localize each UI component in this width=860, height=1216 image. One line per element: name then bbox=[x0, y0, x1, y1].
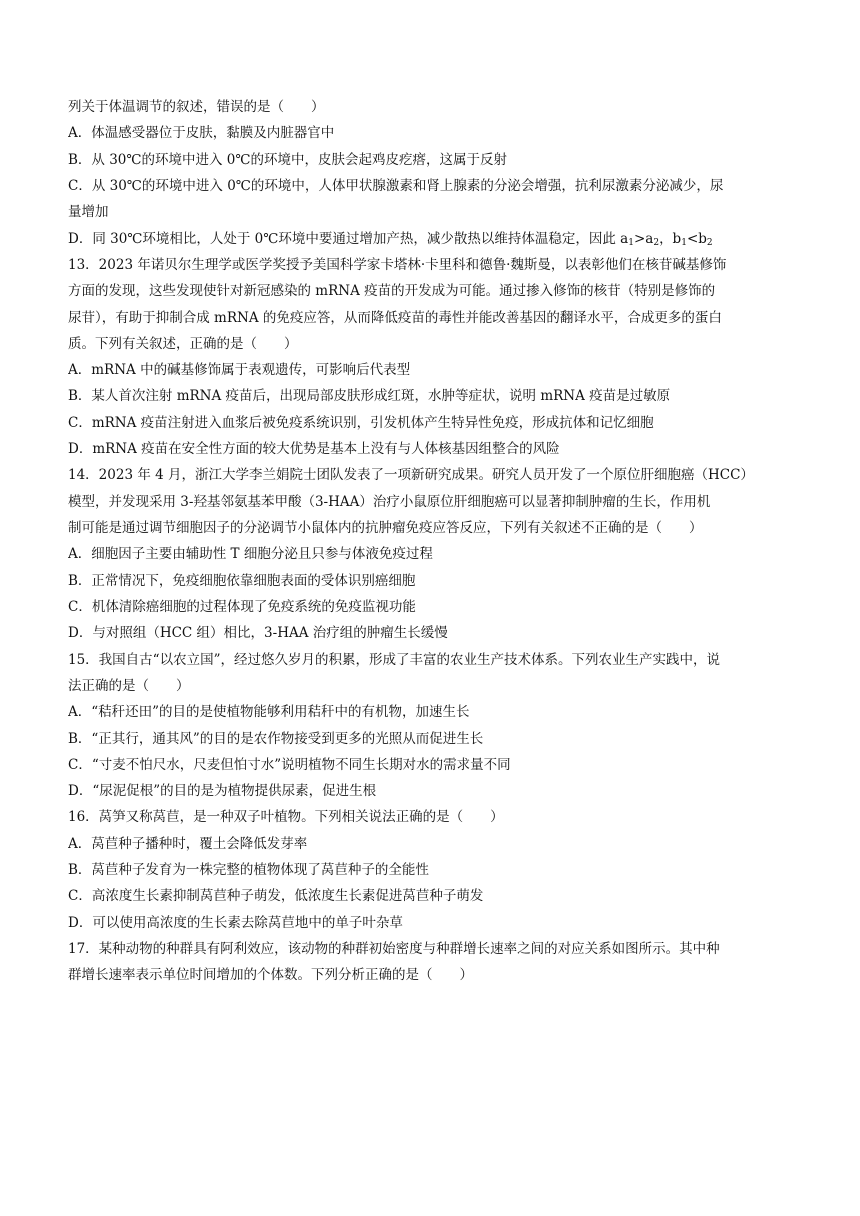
q12-option-a: A．体温感受器位于皮肤，黏膜及内脏器官中 bbox=[68, 125, 335, 141]
q14-option-d: D．与对照组（HCC 组）相比，3-HAA 治疗组的肿瘤生长缓慢 bbox=[68, 625, 448, 641]
q17-stem-line: 17．某种动物的种群具有阿利效应，该动物的种群初始密度与种群增长速率之间的对应关系如图所示。其中种 bbox=[68, 941, 720, 957]
q14-option-a: A．细胞因子主要由辅助性 T 细胞分泌且只参与体液免疫过程 bbox=[68, 546, 433, 562]
q14-stem-line: 14．2023 年 4 月，浙江大学李兰娟院士团队发表了一项新研究成果。研究人员开发了一个原位肝细胞癌（HCC） bbox=[68, 467, 754, 483]
subscript: 1 bbox=[628, 238, 634, 248]
q13-stem-line: 尿苷），有助于抑制合成 mRNA 的免疫应答，从而降低疫苗的毒性并能改善基因的翻译水平，合成更多的蛋白 bbox=[68, 310, 722, 326]
q12-option-d-text: D．同 30℃环境相比，人处于 0℃环境中要通过增加产热，减少散热以维持体温稳定，因此 a bbox=[68, 231, 629, 247]
q15-option-c: C．“寸麦不怕尺水，尺麦但怕寸水”说明植物不同生长期对水的需求量不同 bbox=[68, 757, 511, 773]
q14-option-c: C．机体清除癌细胞的过程体现了免疫系统的免疫监视功能 bbox=[68, 599, 416, 615]
q15-option-d: D．“尿泥促根”的目的是为植物提供尿素，促进生根 bbox=[68, 783, 377, 799]
q16-option-b: B．莴苣种子发育为一株完整的植物体现了莴苣种子的全能性 bbox=[68, 862, 429, 878]
q15-stem-line: 法正确的是（ ） bbox=[68, 678, 190, 694]
q13-option-a: A．mRNA 中的碱基修饰属于表观遗传，可影响后代表型 bbox=[68, 362, 411, 378]
q15-option-b: B．“正其行，通其风”的目的是农作物接受到更多的光照从而促进生长 bbox=[68, 731, 484, 747]
q12-option-d-text: <b bbox=[686, 231, 707, 247]
q13-stem-line: 质。下列有关叙述，正确的是（ ） bbox=[68, 336, 298, 352]
q12-option-d-text: >a bbox=[633, 231, 654, 247]
q14-stem-line: 模型，并发现采用 3-羟基邻氨基苯甲酸（3-HAA）治疗小鼠原位肝细胞癌可以显著抑制肿瘤的生长，作用机 bbox=[68, 494, 711, 510]
q12-stem-line: 列关于体温调节的叙述，错误的是（ ） bbox=[68, 99, 325, 115]
subscript: 1 bbox=[681, 238, 687, 248]
q12-option-d-text: ，b bbox=[659, 231, 682, 247]
q12-option-c-line2: 量增加 bbox=[68, 204, 109, 220]
q16-option-d: D．可以使用高浓度的生长素去除莴苣地中的单子叶杂草 bbox=[68, 915, 403, 931]
q12-option-b: B．从 30℃的环境中进入 0℃的环境中，皮肤会起鸡皮疙瘩，这属于反射 bbox=[68, 152, 507, 168]
q16-option-c: C．高浓度生长素抑制莴苣种子萌发，低浓度生长素促进莴苣种子萌发 bbox=[68, 888, 484, 904]
q14-stem-line: 制可能是通过调节细胞因子的分泌调节小鼠体内的抗肿瘤免疫应答反应，下列有关叙述不正确的是（ ） bbox=[68, 520, 703, 536]
subscript: 2 bbox=[706, 238, 713, 248]
q12-option-c-line1: C．从 30℃的环境中进入 0℃的环境中，人体甲状腺激素和肾上腺素的分泌会增强，抗利尿激素分泌减少，尿 bbox=[68, 178, 724, 194]
q14-option-b: B．正常情况下，免疫细胞依靠细胞表面的受体识别癌细胞 bbox=[68, 573, 416, 589]
q13-option-c: C．mRNA 疫苗注射进入血浆后被免疫系统识别，引发机体产生特异性免疫，形成抗体和记忆细胞 bbox=[68, 415, 654, 431]
q16-option-a: A．莴苣种子播种时，覆土会降低发芽率 bbox=[68, 836, 308, 852]
q17-stem-line: 群增长速率表示单位时间增加的个体数。下列分析正确的是（ ） bbox=[68, 967, 473, 983]
q13-option-b: B．某人首次注射 mRNA 疫苗后，出现局部皮肤形成红斑，水肿等症状，说明 mRNA 疫苗是过敏原 bbox=[68, 388, 671, 404]
subscript: 2 bbox=[653, 238, 660, 248]
q13-stem-line: 方面的发现，这些发现使针对新冠感染的 mRNA 疫苗的开发成为可能。通过掺入修饰的核苷（特别是修饰的 bbox=[68, 283, 716, 299]
q13-option-d: D．mRNA 疫苗在安全性方面的较大优势是基本上没有与人体核基因组整合的风险 bbox=[68, 441, 560, 457]
q16-stem-line: 16．莴笋又称莴苣，是一种双子叶植物。下列相关说法正确的是（ ） bbox=[68, 809, 504, 825]
q12-option-d bbox=[68, 230, 794, 248]
q15-option-a: A．“秸秆还田”的目的是使植物能够利用秸秆中的有机物，加速生长 bbox=[68, 704, 470, 720]
q15-stem-line: 15．我国自古“以农立国”，经过悠久岁月的积累，形成了丰富的农业生产技术体系。下列农业生产实践中，说 bbox=[68, 652, 720, 668]
q13-stem-line: 13．2023 年诺贝尔生理学或医学奖授予美国科学家卡塔林·卡里科和德鲁·魏斯曼，以表彰他们在核苷碱基修饰 bbox=[68, 257, 727, 273]
